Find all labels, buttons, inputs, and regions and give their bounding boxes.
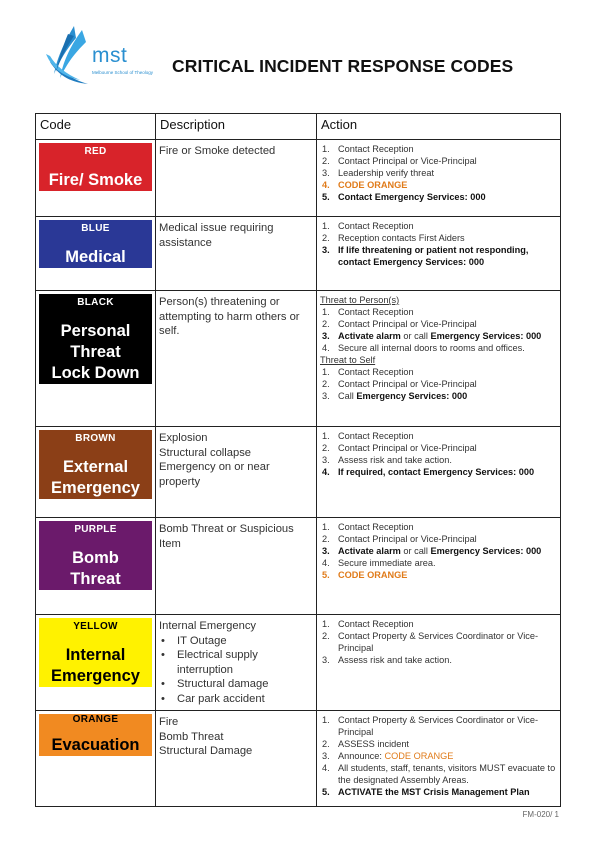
description-line: Fire	[159, 716, 179, 728]
table-row-orange	[36, 711, 561, 807]
code-label: BROWN	[75, 433, 116, 444]
action-item: 4. CODE ORANGE	[322, 180, 408, 190]
code-label: RED	[84, 146, 107, 157]
response-codes-table	[35, 113, 561, 807]
code-swatch	[39, 220, 152, 268]
code-swatch	[39, 430, 152, 499]
page-title: CRITICAL INCIDENT RESPONSE CODES	[172, 56, 514, 76]
logo-subtext: Melbourne School of Theology	[92, 70, 153, 75]
code-cell-blue	[36, 217, 156, 291]
list-item: • Car park accident	[159, 692, 313, 707]
code-swatch	[39, 618, 152, 687]
column-header-action: Action	[317, 114, 561, 140]
code-cell-black	[36, 291, 156, 427]
table-row-red	[36, 140, 561, 217]
description-line: Fire or Smoke detected	[159, 145, 276, 157]
description-cell-black	[156, 291, 317, 427]
description-cell-yellow	[156, 615, 317, 711]
subheading-threat-to-persons: Threat to Person(s)	[320, 295, 400, 305]
code-label: YELLOW	[73, 621, 118, 632]
action-item: 2. ASSESS incident	[322, 739, 409, 749]
action-item: 3. Activate alarm or call Emergency Services: 000	[322, 331, 542, 341]
code-cell-red	[36, 140, 156, 217]
list-item: • Electrical supply interruption	[159, 648, 313, 677]
description-cell-red	[156, 140, 317, 217]
code-cell-yellow	[36, 615, 156, 711]
action-item: 1. Contact Reception	[322, 431, 414, 441]
code-label: PURPLE	[74, 524, 117, 535]
code-cell-brown	[36, 427, 156, 518]
logo-text: mst	[92, 44, 128, 67]
description-line: Bomb Threat	[159, 730, 224, 743]
description-cell-orange	[156, 711, 317, 807]
action-item: 3. Leadership verify threat	[322, 168, 435, 178]
action-item: 2. Contact Property & Services Coordinator or Vice-Principal	[322, 631, 538, 653]
action-item: 5. Contact Emergency Services: 000	[322, 192, 486, 202]
code-label: BLUE	[81, 223, 110, 234]
table-header-row	[36, 114, 561, 140]
action-item: 4. All students, staff, tenants, visitors MUST evacuate to the designated Assembly Areas.	[322, 763, 556, 785]
action-cell-purple	[317, 518, 561, 615]
code-name: Evacuation	[51, 736, 140, 754]
action-item: 1. Contact Reception	[322, 221, 414, 231]
description-line: Emergency on or near property	[159, 461, 270, 488]
action-item: 2. Contact Principal or Vice-Principal	[322, 319, 477, 329]
action-cell-blue	[317, 217, 561, 291]
column-header-description: Description	[156, 114, 317, 140]
table-row-yellow	[36, 615, 561, 711]
action-item: 3. Assess risk and take action.	[322, 455, 452, 465]
action-item: 4. Secure all internal doors to rooms and offices.	[322, 343, 525, 353]
action-item: 5. CODE ORANGE	[322, 570, 408, 580]
action-cell-black	[317, 291, 561, 427]
table-row-blue	[36, 217, 561, 291]
code-swatch	[39, 521, 152, 590]
form-number: FM-020/ 1	[522, 810, 559, 819]
list-item: • IT Outage	[159, 634, 313, 649]
action-item: 1. Contact Reception	[322, 144, 414, 154]
action-item: 2. Contact Principal or Vice-Principal	[322, 443, 477, 453]
action-item: 1. Contact Reception	[322, 367, 414, 377]
description-bullet-list	[159, 634, 313, 707]
code-swatch	[39, 143, 152, 191]
action-item: 1. Contact Reception	[322, 307, 414, 317]
table-row-brown	[36, 427, 561, 518]
action-item: 3. If life threatening or patient not responding, contact Emergency Services: 000	[322, 245, 529, 267]
code-name: External Emergency	[51, 458, 140, 497]
list-item: • Structural damage	[159, 677, 313, 692]
action-item: 3. Call Emergency Services: 000	[322, 391, 468, 401]
action-cell-red	[317, 140, 561, 217]
action-item: 3. Assess risk and take action.	[322, 655, 452, 665]
action-item: 2. Contact Principal or Vice-Principal	[322, 156, 477, 166]
description-line: Structural Damage	[159, 745, 253, 757]
description-cell-brown	[156, 427, 317, 518]
description-line: Bomb Threat or Suspicious Item	[159, 523, 294, 550]
action-cell-brown	[317, 427, 561, 518]
table-row-black	[36, 291, 561, 427]
code-swatch	[39, 294, 152, 384]
action-item: 3. Activate alarm or call Emergency Services: 000	[322, 546, 542, 556]
code-name: Personal Threat Lock Down	[51, 322, 140, 382]
column-header-code: Code	[36, 114, 156, 140]
code-name: Medical	[65, 248, 126, 266]
action-cell-orange	[317, 711, 561, 807]
code-name: Internal Emergency	[51, 646, 140, 685]
description-line: Explosion	[159, 432, 208, 444]
table-row-purple	[36, 518, 561, 615]
action-item: 4. If required, contact Emergency Services: 000	[322, 467, 535, 477]
action-item: 4. Secure immediate area.	[322, 558, 436, 568]
description-line: Person(s) threatening or attempting to harm others or self.	[159, 296, 300, 337]
action-item: 1. Contact Reception	[322, 619, 414, 629]
page-header	[40, 22, 560, 92]
action-item: 2. Contact Principal or Vice-Principal	[322, 379, 477, 389]
code-name: Fire/ Smoke	[48, 171, 143, 189]
code-label: BLACK	[77, 297, 114, 308]
action-item: 1. Contact Property & Services Coordinator or Vice-Principal	[322, 715, 538, 737]
description-line: Structural collapse	[159, 446, 252, 459]
description-line: Internal Emergency	[159, 620, 257, 632]
code-cell-purple	[36, 518, 156, 615]
code-cell-orange	[36, 711, 156, 807]
subheading-threat-to-self: Threat to Self	[320, 355, 376, 365]
action-item: 2. Reception contacts First Aiders	[322, 233, 465, 243]
description-cell-purple	[156, 518, 317, 615]
code-swatch	[39, 714, 152, 756]
description-cell-blue	[156, 217, 317, 291]
action-item: 2. Contact Principal or Vice-Principal	[322, 534, 477, 544]
code-label: ORANGE	[72, 714, 119, 725]
code-name: Bomb Threat	[70, 549, 121, 588]
description-line: Medical issue requiring assistance	[159, 222, 274, 249]
mst-logo	[44, 24, 169, 90]
action-item: 3. Announce: CODE ORANGE	[322, 751, 454, 761]
action-item: 1. Contact Reception	[322, 522, 414, 532]
action-cell-yellow	[317, 615, 561, 711]
action-item: 5. ACTIVATE the MST Crisis Management Plan	[322, 787, 530, 797]
